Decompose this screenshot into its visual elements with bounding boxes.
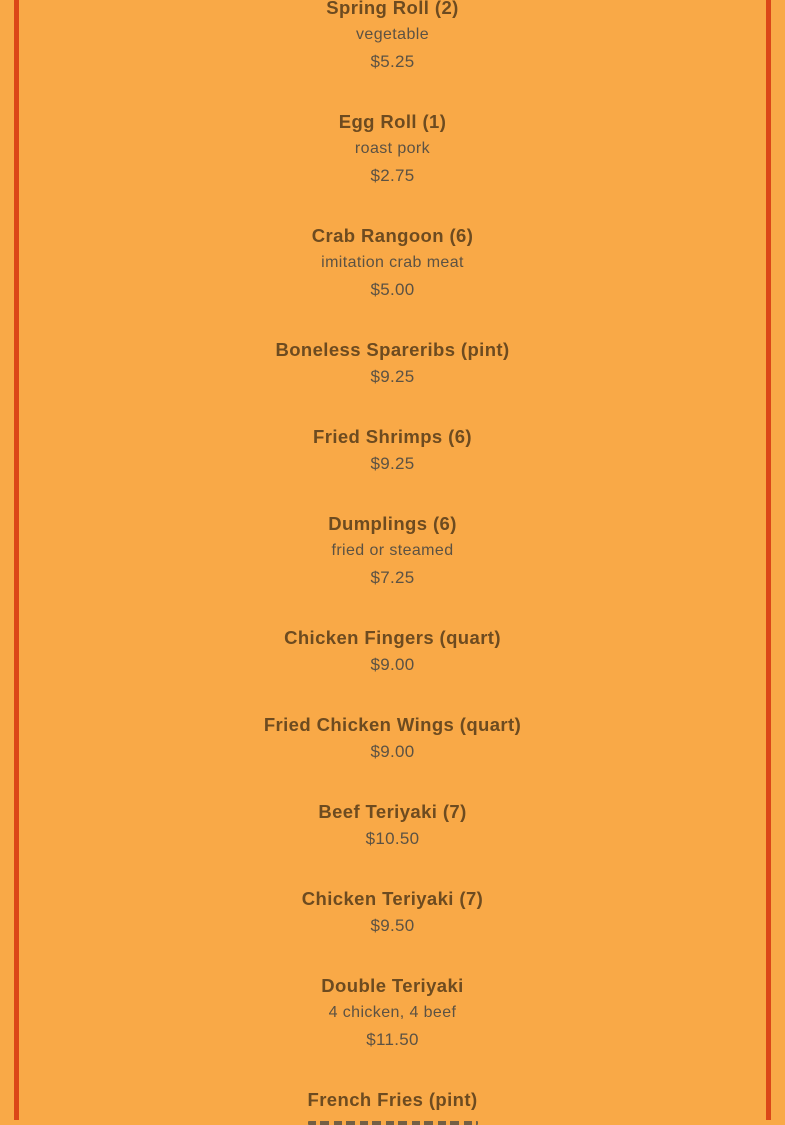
menu-item bbox=[0, 1087, 785, 1125]
menu-item-price: $10.50 bbox=[365, 829, 420, 848]
menu-item-price: $9.25 bbox=[370, 367, 415, 386]
menu-item-description: imitation crab meat bbox=[321, 254, 464, 271]
menu-item bbox=[0, 625, 785, 678]
menu-item bbox=[0, 973, 785, 1053]
menu-item-description: vegetable bbox=[356, 26, 429, 43]
menu-item-price: $2.75 bbox=[370, 166, 415, 185]
menu-item bbox=[0, 511, 785, 591]
menu-item-price: $5.00 bbox=[370, 280, 415, 299]
cutoff-text-line bbox=[308, 1121, 478, 1125]
menu-item-name: Dumplings (6) bbox=[328, 513, 457, 534]
menu-item bbox=[0, 712, 785, 765]
menu-item bbox=[0, 799, 785, 852]
menu-item-name: Fried Shrimps (6) bbox=[313, 426, 472, 447]
menu-item-name: Spring Roll (2) bbox=[326, 0, 459, 18]
menu-item bbox=[0, 223, 785, 303]
menu-item bbox=[0, 0, 785, 75]
menu-item-name: Fried Chicken Wings (quart) bbox=[263, 714, 522, 735]
menu-item-price: $5.25 bbox=[370, 52, 415, 71]
menu-item bbox=[0, 886, 785, 939]
menu-item-name: Chicken Fingers (quart) bbox=[284, 627, 501, 648]
menu-item-name: French Fries (pint) bbox=[307, 1089, 478, 1110]
menu-item-description: fried or steamed bbox=[331, 542, 454, 559]
menu-item-name: Chicken Teriyaki (7) bbox=[301, 888, 484, 909]
menu-item-price: $9.00 bbox=[370, 655, 415, 674]
menu-item-name: Boneless Spareribs (pint) bbox=[275, 339, 510, 360]
menu-item-price: $7.25 bbox=[370, 568, 415, 587]
menu-item-description: 4 chicken, 4 beef bbox=[328, 1004, 457, 1021]
menu-item bbox=[0, 424, 785, 477]
menu-item-price: $9.25 bbox=[370, 454, 415, 473]
menu-item bbox=[0, 109, 785, 189]
menu-item-price: $9.50 bbox=[370, 916, 415, 935]
menu-item-name: Double Teriyaki bbox=[321, 975, 464, 996]
menu-item bbox=[0, 337, 785, 390]
menu-item-description: roast pork bbox=[354, 140, 431, 157]
menu-item-name: Crab Rangoon (6) bbox=[311, 225, 474, 246]
menu-item-price: $11.50 bbox=[366, 1030, 419, 1049]
menu-item-name: Egg Roll (1) bbox=[338, 111, 447, 132]
menu-item-price: $9.00 bbox=[370, 742, 415, 761]
menu-item-name: Beef Teriyaki (7) bbox=[318, 801, 467, 822]
